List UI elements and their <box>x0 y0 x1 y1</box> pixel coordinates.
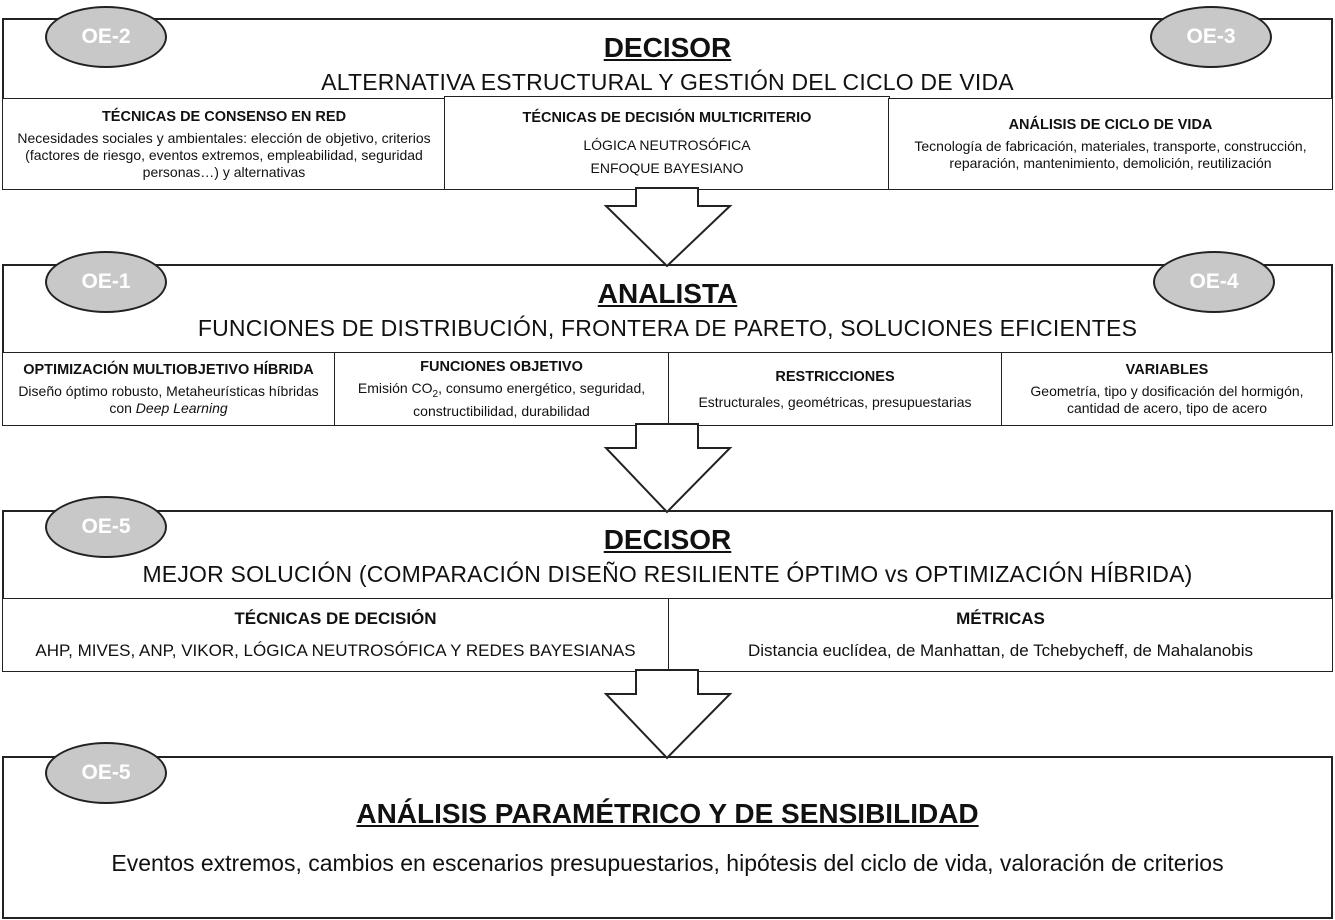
objective-functions-pre: Emisión CO <box>357 380 433 397</box>
hybrid-optimization-title: OPTIMIZACIÓN MULTIOBJETIVO HÍBRIDA <box>23 362 314 378</box>
multicriteria-cell <box>444 96 890 190</box>
constraints-body: Estructurales, geométricas, presupuestarias <box>698 393 972 410</box>
objective-functions-post: , consumo energético, seguridad, constructibilidad, durabilidad <box>413 380 646 419</box>
metrics-cell <box>668 598 1333 672</box>
constraints-title: RESTRICCIONES <box>775 368 895 385</box>
sensitivity-analysis-title: ANÁLISIS PARAMÉTRICO Y DE SENSIBILIDAD <box>356 798 979 829</box>
hybrid-optimization-cell <box>2 352 335 426</box>
oe2-badge: OE-2 <box>45 6 167 68</box>
oe4-badge: OE-4 <box>1153 251 1275 313</box>
bayesian-approach-text: ENFOQUE BAYESIANO <box>590 160 744 176</box>
sensitivity-analysis-body: Eventos extremos, cambios en escenarios presupuestarios, hipótesis del ciclo de vida, valoración de criterios <box>111 850 1224 876</box>
metrics-body: Distancia euclídea, de Manhattan, de Tchebycheff, de Mahalanobis <box>748 640 1253 660</box>
objective-functions-cell <box>334 352 669 426</box>
decisor-header-box-2 <box>2 510 1333 600</box>
decisor-header-box-1 <box>2 18 1333 100</box>
variables-title: VARIABLES <box>1125 362 1209 378</box>
analista-header-box <box>2 264 1333 354</box>
analista-title: ANALISTA <box>597 278 738 309</box>
hybrid-optimization-text: Diseño óptimo robusto, Metaheurísticas híbridas con <box>18 383 319 416</box>
objective-functions-title: FUNCIONES OBJETIVO <box>420 359 583 376</box>
lifecycle-analysis-cell <box>888 98 1333 190</box>
decision-techniques-cell <box>2 598 669 672</box>
decisor-subtitle-1: ALTERNATIVA ESTRUCTURAL Y GESTIÓN DEL CICLO DE VIDA <box>321 69 1014 95</box>
analista-subtitle: FUNCIONES DE DISTRIBUCIÓN, FRONTERA DE PARETO, SOLUCIONES EFICIENTES <box>197 315 1138 341</box>
co2-subscript: 2 <box>432 388 439 400</box>
oe5-badge-2: OE-5 <box>45 742 167 804</box>
multicriteria-title: TÉCNICAS DE DECISIÓN MULTICRITERIO <box>522 110 812 126</box>
metrics-title: MÉTRICAS <box>956 608 1045 628</box>
decision-techniques-body: AHP, MIVES, ANP, VIKOR, LÓGICA NEUTROSÓFICA Y REDES BAYESIANAS <box>35 640 636 660</box>
decision-techniques-title: TÉCNICAS DE DECISIÓN <box>234 608 437 628</box>
lifecycle-analysis-title: ANÁLISIS DE CICLO DE VIDA <box>1008 117 1213 133</box>
objective-functions-body <box>341 380 662 420</box>
down-arrow-3 <box>604 670 732 760</box>
oe1-badge: OE-1 <box>45 251 167 313</box>
decisor-subtitle-2: MEJOR SOLUCIÓN (COMPARACIÓN DISEÑO RESILIENTE ÓPTIMO vs OPTIMIZACIÓN HÍBRIDA) <box>142 561 1193 587</box>
down-arrow-1 <box>604 188 732 268</box>
consensus-techniques-title: TÉCNICAS DE CONSENSO EN RED <box>101 108 347 125</box>
sensitivity-analysis-box <box>2 756 1333 919</box>
consensus-techniques-body: Necesidades sociales y ambientales: elección de objetivo, criterios (factores de riesgo, eventos extremos, empleabilidad, seguridad personas…) y alternativas <box>17 129 431 180</box>
oe5-badge-1: OE-5 <box>45 496 167 558</box>
variables-cell <box>1001 352 1333 426</box>
decisor-title-2: DECISOR <box>603 524 732 555</box>
neutrosophic-logic-text: LÓGICA NEUTROSÓFICA <box>583 137 751 153</box>
oe3-badge: OE-3 <box>1150 6 1272 68</box>
multicriteria-body <box>583 131 750 177</box>
hybrid-optimization-body <box>9 383 328 417</box>
deep-learning-text: Deep Learning <box>135 400 228 416</box>
constraints-cell <box>668 352 1002 426</box>
variables-body: Geometría, tipo y dosificación del hormigón, cantidad de acero, tipo de acero <box>1030 383 1304 416</box>
decisor-title-1: DECISOR <box>603 32 732 63</box>
consensus-techniques-cell <box>2 98 446 190</box>
down-arrow-2 <box>604 424 732 514</box>
lifecycle-analysis-body: Tecnología de fabricación, materiales, transporte, construcción, reparación, mantenimiento, demolición, reutilización <box>914 138 1307 171</box>
